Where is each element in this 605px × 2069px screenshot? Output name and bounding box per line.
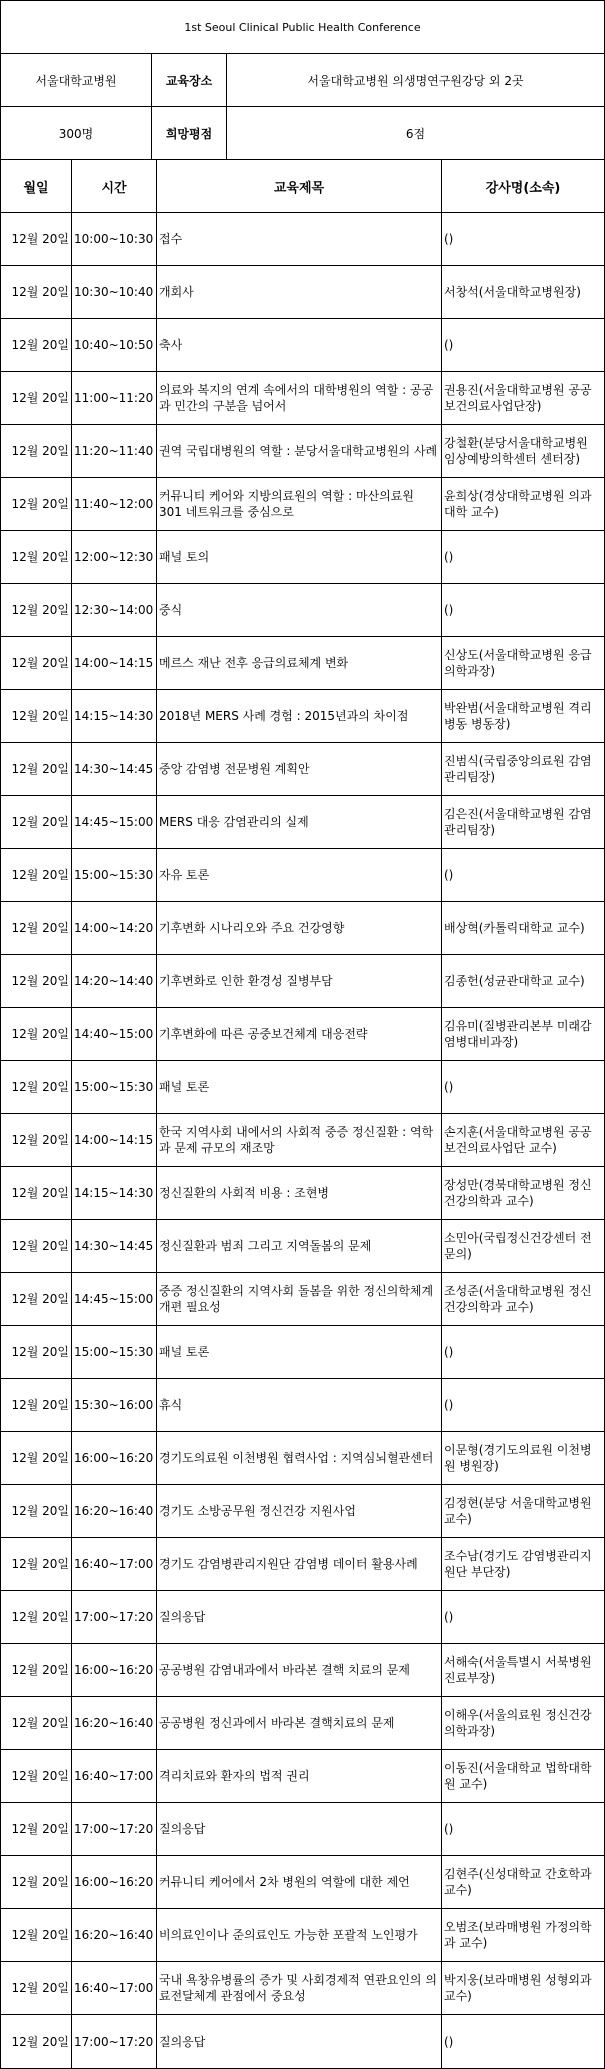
cell-speaker: 박완범(서울대학교병원 격리병동 병동장)	[441, 690, 604, 742]
cell-speaker: 신상도(서울대학교병원 응급의학과장)	[441, 637, 604, 689]
cell-time: 14:40~15:00	[71, 1008, 156, 1060]
cell-time: 15:00~15:30	[71, 1326, 156, 1378]
table-row	[1, 849, 604, 902]
cell-date: 12월 20일	[11, 338, 69, 352]
table-row	[1, 1909, 604, 1962]
cell-topic: 커뮤니티 케어와 지방의료원의 역할 : 마산의료원 301 네트워크를 중심으로	[156, 478, 441, 530]
header-date: 월일	[23, 180, 49, 196]
cell-time: 11:20~11:40	[71, 425, 156, 477]
cell-topic: 공공병원 정신과에서 바라본 결핵치료의 문제	[156, 1697, 441, 1749]
header-speaker: 강사명(소속)	[441, 160, 604, 212]
cell-date: 12월 20일	[11, 762, 69, 776]
table-row	[1, 266, 604, 319]
cell-topic: 정신질환의 사회적 비용 : 조현병	[156, 1167, 441, 1219]
cell-speaker: 이해우(서울의료원 정신건강의학과장)	[441, 1697, 604, 1749]
cell-date: 12월 20일	[11, 1557, 69, 1571]
table-row	[1, 1167, 604, 1220]
cell-speaker: 소민아(국립정신건강센터 전문의)	[441, 1220, 604, 1272]
table-row	[1, 1432, 604, 1485]
table-row	[1, 1220, 604, 1273]
cell-date: 12월 20일	[11, 974, 69, 988]
table-row	[1, 796, 604, 849]
cell-date: 12월 20일	[11, 550, 69, 564]
cell-speaker: 윤희상(경상대학교병원 의과대학 교수)	[441, 478, 604, 530]
cell-topic: MERS 대응 감염관리의 실제	[156, 796, 441, 848]
venue-row	[1, 54, 604, 107]
table-row	[1, 1962, 604, 2015]
cell-time: 14:30~14:45	[71, 1220, 156, 1272]
cell-time: 16:40~17:00	[71, 1750, 156, 1802]
cell-date: 12월 20일	[11, 1663, 69, 1677]
table-row	[1, 213, 604, 266]
cell-date: 12월 20일	[11, 1080, 69, 1094]
cell-date: 12월 20일	[11, 709, 69, 723]
cell-speaker: 오범조(보라매병원 가정의학과 교수)	[441, 1909, 604, 1961]
cell-topic: 권역 국립대병원의 역할 : 분당서울대학교병원의 사례	[156, 425, 441, 477]
table-row	[1, 1273, 604, 1326]
capacity-row	[1, 107, 604, 160]
cell-speaker: 김종헌(성균관대학교 교수)	[441, 955, 604, 1007]
cell-date: 12월 20일	[11, 232, 69, 246]
cell-time: 17:00~17:20	[71, 1591, 156, 1643]
cell-speaker: 서해숙(서울특별시 서북병원 진료부장)	[441, 1644, 604, 1696]
cell-topic: 의료와 복지의 연계 속에서의 대학병원의 역할 : 공공과 민간의 구분을 넘어서	[156, 372, 441, 424]
cell-date: 12월 20일	[11, 1769, 69, 1783]
venue-value: 서울대학교병원 의생명연구원강당 외 2곳	[226, 54, 604, 106]
cell-time: 14:00~14:15	[71, 1114, 156, 1166]
cell-topic: 비의료인이나 준의료인도 가능한 포괄적 노인평가	[156, 1909, 441, 1961]
cell-date: 12월 20일	[11, 815, 69, 829]
cell-time: 11:00~11:20	[71, 372, 156, 424]
cell-topic: 공공병원 감염내과에서 바라본 결핵 치료의 문제	[156, 1644, 441, 1696]
cell-time: 14:15~14:30	[71, 1167, 156, 1219]
cell-time: 16:20~16:40	[71, 1909, 156, 1961]
cell-time: 10:30~10:40	[71, 266, 156, 318]
cell-topic: 커뮤니티 케어에서 2차 병원의 역할에 대한 제언	[156, 1856, 441, 1908]
cell-topic: 격리치료와 환자의 법적 권리	[156, 1750, 441, 1802]
cell-speaker: ()	[441, 531, 604, 583]
cell-date: 12월 20일	[11, 1239, 69, 1253]
table-row	[1, 319, 604, 372]
cell-date: 12월 20일	[11, 497, 69, 511]
cell-time: 16:00~16:20	[71, 1432, 156, 1484]
cell-speaker: 서창석(서울대학교병원장)	[441, 266, 604, 318]
table-row	[1, 1008, 604, 1061]
cell-date: 12월 20일	[11, 2034, 69, 2049]
table-row	[1, 531, 604, 584]
header-topic: 교육제목	[156, 160, 441, 212]
cell-date: 12월 20일	[11, 1027, 69, 1041]
venue-label: 교육장소	[151, 54, 226, 106]
schedule-body	[1, 213, 604, 2068]
cell-time: 15:00~15:30	[71, 1061, 156, 1113]
table-row	[1, 1644, 604, 1697]
cell-topic: 접수	[156, 213, 441, 265]
cell-speaker: ()	[441, 1803, 604, 1855]
cell-date: 12월 20일	[11, 1451, 69, 1465]
cell-speaker: ()	[441, 319, 604, 371]
table-row	[1, 1591, 604, 1644]
cell-date: 12월 20일	[11, 1716, 69, 1730]
cell-speaker: 김은진(서울대학교병원 감염관리팀장)	[441, 796, 604, 848]
cell-topic: 질의응답	[156, 1803, 441, 1855]
cell-topic: 휴식	[156, 1379, 441, 1431]
cell-topic: 기후변화 시나리오와 주요 건강영향	[156, 902, 441, 954]
cell-topic: 축사	[156, 319, 441, 371]
cell-speaker: ()	[441, 1061, 604, 1113]
cell-speaker: ()	[441, 213, 604, 265]
cell-date: 12월 20일	[11, 1292, 69, 1306]
cell-date: 12월 20일	[11, 656, 69, 670]
cell-speaker: 이문형(경기도의료원 이천병원 병원장)	[441, 1432, 604, 1484]
cell-time: 14:00~14:20	[71, 902, 156, 954]
cell-time: 16:40~17:00	[71, 1962, 156, 2014]
cell-date: 12월 20일	[11, 1928, 69, 1942]
organizer-value: 서울대학교병원	[35, 73, 117, 88]
cell-speaker: 권용진(서울대학교병원 공공보건의료사업단장)	[441, 372, 604, 424]
cell-speaker: ()	[441, 849, 604, 901]
cell-topic: 질의응답	[156, 2015, 441, 2068]
cell-time: 17:00~17:20	[71, 1803, 156, 1855]
cell-speaker: ()	[441, 584, 604, 636]
cell-time: 15:00~15:30	[71, 849, 156, 901]
table-row	[1, 637, 604, 690]
cell-topic: 경기도 소방공무원 정신건강 지원사업	[156, 1485, 441, 1537]
cell-date: 12월 20일	[11, 921, 69, 935]
cell-speaker: ()	[441, 2015, 604, 2068]
cell-date: 12월 20일	[11, 1186, 69, 1200]
cell-speaker: ()	[441, 1591, 604, 1643]
cell-time: 14:30~14:45	[71, 743, 156, 795]
cell-time: 15:30~16:00	[71, 1379, 156, 1431]
table-row	[1, 1485, 604, 1538]
cell-date: 12월 20일	[11, 603, 69, 617]
rating-label: 희망평점	[151, 107, 226, 159]
header-time: 시간	[71, 160, 156, 212]
cell-topic: 경기도의료원 이천병원 협력사업 : 지역심뇌혈관센터	[156, 1432, 441, 1484]
conference-title: 1st Seoul Clinical Public Health Conference	[184, 20, 421, 34]
cell-topic: 경기도 감염병관리지원단 감염병 데이터 활용사례	[156, 1538, 441, 1590]
cell-date: 12월 20일	[11, 1610, 69, 1624]
cell-speaker: 박지웅(보라매병원 성형외과 교수)	[441, 1962, 604, 2014]
cell-topic: 한국 지역사회 내에서의 사회적 중증 정신질환 : 역학과 문제 규모의 재조망	[156, 1114, 441, 1166]
cell-time: 16:00~16:20	[71, 1644, 156, 1696]
cell-time: 14:20~14:40	[71, 955, 156, 1007]
cell-speaker: ()	[441, 1326, 604, 1378]
cell-date: 12월 20일	[11, 1822, 69, 1836]
cell-time: 14:00~14:15	[71, 637, 156, 689]
cell-topic: 중식	[156, 584, 441, 636]
cell-topic: 개회사	[156, 266, 441, 318]
table-row	[1, 1379, 604, 1432]
table-row	[1, 743, 604, 796]
rating-value: 6점	[226, 107, 604, 159]
cell-topic: 기후변화로 인한 환경성 질병부담	[156, 955, 441, 1007]
table-row	[1, 1538, 604, 1591]
cell-speaker: 강철환(분당서울대학교병원 임상예방의학센터 센터장)	[441, 425, 604, 477]
cell-time: 14:45~15:00	[71, 1273, 156, 1325]
table-row	[1, 1326, 604, 1379]
cell-topic: 중증 정신질환의 지역사회 돌봄을 위한 정신의학체계 개편 필요성	[156, 1273, 441, 1325]
cell-speaker: 김정현(분당 서울대학교병원 교수)	[441, 1485, 604, 1537]
cell-date: 12월 20일	[11, 1875, 69, 1889]
cell-speaker: 이동진(서울대학교 법학대학원 교수)	[441, 1750, 604, 1802]
cell-topic: 정신질환과 범죄 그리고 지역돌봄의 문제	[156, 1220, 441, 1272]
cell-date: 12월 20일	[11, 1133, 69, 1147]
cell-time: 10:00~10:30	[71, 213, 156, 265]
cell-speaker: 조수남(경기도 감염병관리지원단 부단장)	[441, 1538, 604, 1590]
cell-date: 12월 20일	[11, 444, 69, 458]
cell-date: 12월 20일	[11, 391, 69, 405]
cell-time: 16:20~16:40	[71, 1485, 156, 1537]
cell-speaker: 조성준(서울대학교병원 정신건강의학과 교수)	[441, 1273, 604, 1325]
table-row	[1, 1697, 604, 1750]
cell-time: 11:40~12:00	[71, 478, 156, 530]
cell-date: 12월 20일	[11, 1345, 69, 1359]
cell-time: 12:00~12:30	[71, 531, 156, 583]
cell-topic: 질의응답	[156, 1591, 441, 1643]
cell-time: 16:00~16:20	[71, 1856, 156, 1908]
table-row	[1, 902, 604, 955]
cell-speaker: ()	[441, 1379, 604, 1431]
table-row	[1, 690, 604, 743]
cell-topic: 패널 토론	[156, 1326, 441, 1378]
cell-time: 17:00~17:20	[71, 2015, 156, 2068]
cell-topic: 2018년 MERS 사례 경험 : 2015년과의 차이점	[156, 690, 441, 742]
table-row	[1, 955, 604, 1008]
table-row	[1, 1114, 604, 1167]
table-row	[1, 2015, 604, 2068]
cell-topic: 기후변화에 따른 공중보건체계 대응전략	[156, 1008, 441, 1060]
table-row	[1, 584, 604, 637]
cell-time: 16:40~17:00	[71, 1538, 156, 1590]
cell-time: 14:15~14:30	[71, 690, 156, 742]
table-row	[1, 1803, 604, 1856]
cell-topic: 메르스 재난 전후 응급의료체계 변화	[156, 637, 441, 689]
title-row	[1, 1, 604, 54]
table-row	[1, 1856, 604, 1909]
cell-speaker: 진범식(국립중앙의료원 감염관리팀장)	[441, 743, 604, 795]
cell-topic: 자유 토론	[156, 849, 441, 901]
table-header-row	[1, 160, 604, 213]
cell-time: 10:40~10:50	[71, 319, 156, 371]
table-row	[1, 425, 604, 478]
table-row	[1, 1750, 604, 1803]
cell-topic: 국내 욕창유병률의 증가 및 사회경제적 연관요인의 의료전달체계 관점에서 중요성	[156, 1962, 441, 2014]
cell-time: 14:45~15:00	[71, 796, 156, 848]
cell-date: 12월 20일	[11, 1504, 69, 1518]
cell-date: 12월 20일	[11, 285, 69, 299]
cell-time: 12:30~14:00	[71, 584, 156, 636]
cell-speaker: 배상혁(카톨릭대학교 교수)	[441, 902, 604, 954]
cell-date: 12월 20일	[11, 1981, 69, 1995]
cell-topic: 중앙 감염병 전문병원 계획안	[156, 743, 441, 795]
cell-topic: 패널 토의	[156, 531, 441, 583]
cell-date: 12월 20일	[11, 1398, 69, 1412]
cell-speaker: 김현주(신성대학교 간호학과 교수)	[441, 1856, 604, 1908]
capacity-value: 300명	[58, 126, 94, 141]
cell-speaker: 손지훈(서울대학교병원 공공보건의료사업단 교수)	[441, 1114, 604, 1166]
cell-speaker: 김유미(질병관리본부 미래감염병대비과장)	[441, 1008, 604, 1060]
cell-topic: 패널 토론	[156, 1061, 441, 1113]
table-row	[1, 478, 604, 531]
cell-date: 12월 20일	[11, 868, 69, 882]
cell-time: 16:20~16:40	[71, 1697, 156, 1749]
table-row	[1, 1061, 604, 1114]
table-row	[1, 372, 604, 425]
cell-speaker: 장성만(경북대학교병원 정신건강의학과 교수)	[441, 1167, 604, 1219]
